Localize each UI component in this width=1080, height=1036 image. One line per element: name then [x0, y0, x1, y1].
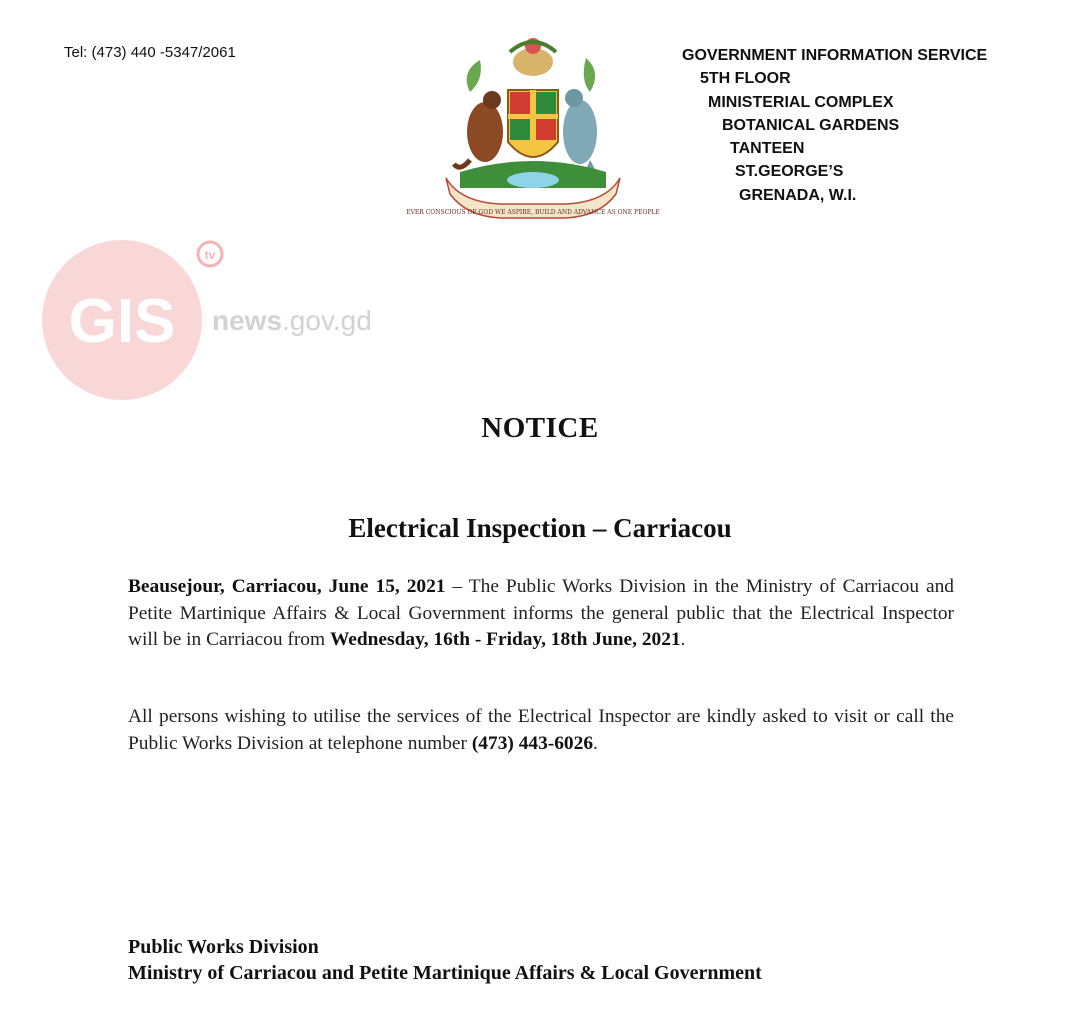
notice-headline: Electrical Inspection – Carriacou [348, 513, 732, 543]
gis-logo-text: GIS [68, 287, 176, 356]
gis-news-watermark-logo [42, 238, 382, 408]
telephone-line: Tel: (473) 440 -5347/2061 [64, 44, 236, 61]
address-line: BOTANICAL GARDENS [722, 116, 900, 134]
inspection-dates: Wednesday, 16th - Friday, 18th June, 2021 [329, 629, 681, 650]
signature-division: Public Works Division [128, 936, 319, 958]
notice-paragraph-2: All persons wishing to utilise the services of the Electrical Inspector are kindly asked to visit or call the Public Works Division at telephone number (473) 443-6026. [128, 706, 954, 754]
address-line: TANTEEN [730, 140, 805, 158]
crest-motto: EVER CONSCIOUS OF GOD WE ASPIRE, BUILD AND ADVANCE AS ONE PEOPLE [406, 209, 660, 216]
notice-paragraph-1: Beausejour, Carriacou, June 15, 2021 – The Public Works Division in the Ministry of Carriacou and Petite Martinique Affairs & Local Government informs the general public that the Electrical Inspector will be in Carriacou from Wednesday, 16th - Friday, 18th June, 2021. [128, 576, 954, 650]
grenada-coat-of-arms [406, 32, 660, 224]
news-site-text: news.gov.gd [212, 305, 372, 336]
notice-title: NOTICE [481, 412, 599, 444]
signature-ministry: Ministry of Carriacou and Petite Martinique Affairs & Local Government [128, 962, 762, 984]
signature-block [128, 934, 762, 986]
address-block [682, 44, 987, 207]
dateline: Beausejour, Carriacou, June 15, 2021 [128, 576, 446, 597]
address-line: ST.GEORGE’S [735, 163, 844, 181]
address-line: GOVERNMENT INFORMATION SERVICE [682, 47, 988, 64]
address-line: GRENADA, W.I. [739, 186, 857, 204]
address-line: 5TH FLOOR [700, 70, 791, 88]
contact-phone: (473) 443-6026 [471, 732, 594, 754]
address-line: MINISTERIAL COMPLEX [708, 93, 894, 111]
tv-badge: tv [204, 248, 216, 262]
